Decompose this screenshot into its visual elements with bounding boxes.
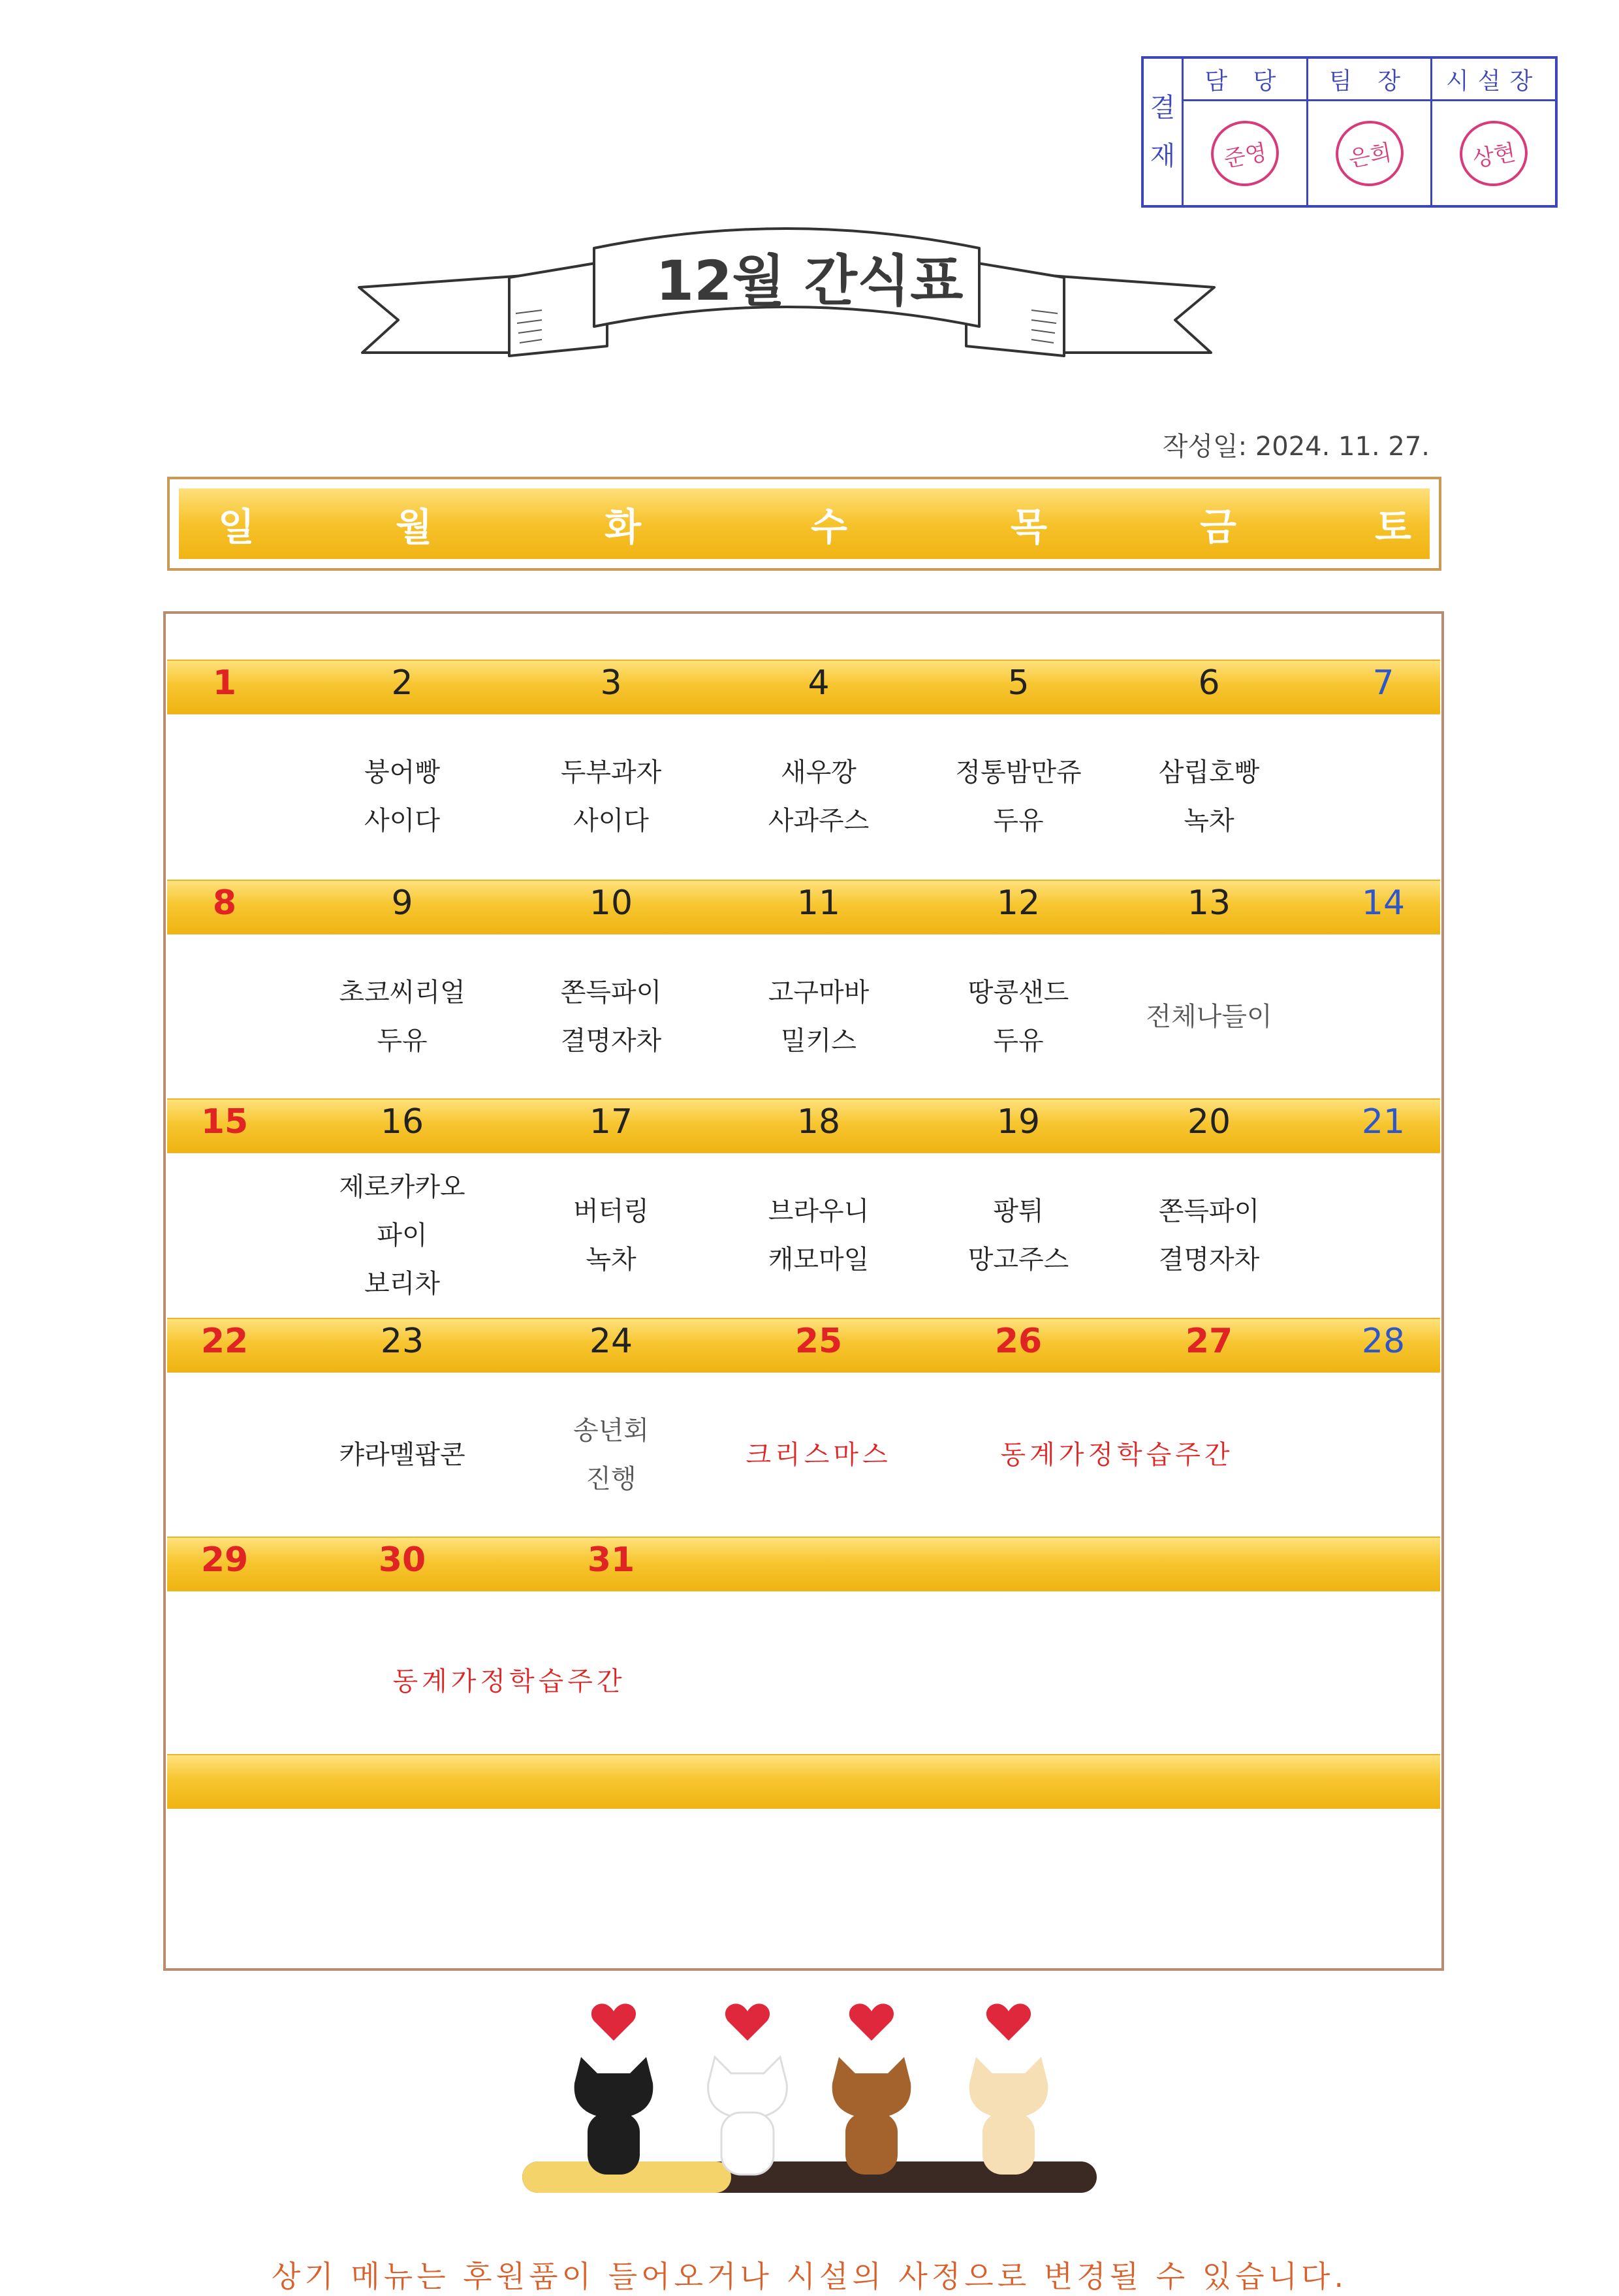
snack-item: 캐모마일	[768, 1245, 870, 1275]
snack-item: 녹차	[586, 1245, 637, 1275]
snack-item: 사이다	[573, 806, 649, 836]
day-number: 28	[1361, 1322, 1406, 1361]
weekday-label: 일	[217, 505, 255, 549]
date-strip	[167, 1754, 1440, 1809]
day-number: 23	[380, 1322, 424, 1361]
snack-item: 버터링	[573, 1196, 649, 1226]
approval-column-director	[1432, 59, 1555, 205]
snack-cell	[768, 748, 870, 845]
snack-item: 밀키스	[781, 1026, 857, 1056]
snack-cell	[339, 968, 465, 1065]
seal-stamp: 상현	[1454, 115, 1533, 191]
snack-item: 쫀득파이	[560, 978, 662, 1008]
created-date: 작성일: 2024. 11. 27.	[1162, 432, 1430, 462]
day-number: 17	[589, 1102, 633, 1141]
snack-item: 크리스마스	[746, 1440, 892, 1470]
day-number: 4	[808, 663, 830, 703]
weekday-label: 금	[1199, 505, 1237, 549]
cats-illustration-icon	[516, 1985, 1103, 2207]
day-number: 16	[380, 1102, 424, 1141]
snack-cell	[968, 1187, 1069, 1284]
approval-side-char: 결	[1150, 93, 1176, 123]
vacation-notice: 동계가정학습주간	[392, 1666, 626, 1697]
snack-item: 캬라멜팝콘	[339, 1440, 465, 1470]
day-number: 8	[212, 884, 237, 923]
snack-item: 쫀득파이	[1158, 1196, 1260, 1226]
day-number: 29	[200, 1540, 249, 1580]
day-number: 30	[378, 1540, 426, 1580]
day-number: 19	[996, 1102, 1041, 1141]
day-number: 20	[1187, 1102, 1231, 1141]
day-number: 26	[994, 1322, 1043, 1361]
day-number: 27	[1185, 1322, 1233, 1361]
day-number: 11	[796, 884, 841, 923]
snack-item: 삼립호빵	[1158, 757, 1260, 788]
weekday-label: 토	[1374, 505, 1412, 549]
snack-item: 망고주스	[967, 1245, 1069, 1275]
weekday-label: 목	[1010, 505, 1048, 549]
day-number: 2	[391, 663, 413, 703]
snack-cell	[746, 1431, 891, 1479]
day-number: 25	[794, 1322, 843, 1361]
snack-cell	[968, 968, 1069, 1065]
heart-icons	[591, 2003, 1031, 2041]
approval-header: 담 당	[1184, 59, 1306, 101]
day-number: 15	[200, 1102, 249, 1141]
weekday-label: 수	[810, 505, 848, 549]
snack-cell	[339, 1163, 465, 1308]
snack-item: 결명자차	[560, 1026, 662, 1056]
snack-item: 사과주스	[768, 806, 870, 836]
seal-stamp: 준영	[1206, 115, 1284, 191]
snack-cell	[573, 1187, 649, 1284]
weekday-label: 월	[395, 505, 433, 549]
snack-item: 사이다	[364, 806, 440, 836]
snack-item: 초코씨리얼	[339, 978, 465, 1008]
snack-item: 결명자차	[1158, 1245, 1260, 1275]
snack-item: 브라우니	[768, 1196, 870, 1226]
weekday-label: 화	[604, 505, 642, 549]
snack-item: 전체나들이	[1146, 1002, 1272, 1032]
snack-cell	[768, 1187, 870, 1284]
day-number: 22	[200, 1322, 249, 1361]
snack-item: 두부과자	[560, 757, 662, 788]
weekday-header-bar	[179, 488, 1430, 559]
snack-cell	[339, 1431, 465, 1479]
approval-side-label	[1144, 59, 1184, 205]
snack-cell	[955, 748, 1081, 845]
snack-cell	[1146, 993, 1272, 1041]
approval-header: 시설장	[1432, 59, 1555, 101]
snack-item: 녹차	[1184, 806, 1234, 836]
date-strip	[167, 660, 1440, 714]
approval-header: 팀 장	[1308, 59, 1431, 101]
snack-cell	[561, 748, 662, 845]
weekday-header	[167, 477, 1441, 571]
calendar-grid	[163, 611, 1444, 1971]
snack-item: 두유	[377, 1026, 428, 1056]
day-number: 12	[996, 884, 1041, 923]
snack-item: 보리차	[364, 1269, 440, 1299]
snack-item: 두유	[993, 1026, 1044, 1056]
footer-note: 상기 메뉴는 후원품이 들어오거나 시설의 사정으로 변경될 수 있습니다.	[271, 2259, 1348, 2294]
day-number: 6	[1198, 663, 1220, 703]
day-number: 3	[600, 663, 622, 703]
snack-cell	[573, 1407, 649, 1503]
vacation-notice: 동계가정학습주간	[1000, 1440, 1234, 1470]
day-number: 21	[1361, 1102, 1406, 1141]
day-number: 24	[589, 1322, 633, 1361]
day-number: 9	[391, 884, 413, 923]
day-number: 7	[1372, 663, 1394, 703]
seal-stamp: 은희	[1330, 115, 1409, 191]
snack-cell	[768, 968, 870, 1065]
snack-item: 진행	[586, 1464, 637, 1494]
snack-item: 팡튀	[993, 1196, 1044, 1226]
snack-item: 두유	[993, 806, 1044, 836]
snack-item: 송년회	[573, 1416, 649, 1446]
snack-item: 정통밤만쥬	[955, 757, 1082, 788]
date-strip	[167, 1537, 1440, 1591]
snack-item: 땅콩샌드	[967, 978, 1069, 1008]
day-number: 10	[589, 884, 633, 923]
snack-item: 붕어빵	[364, 757, 440, 788]
day-number: 31	[587, 1540, 635, 1580]
day-number: 1	[212, 663, 237, 703]
approval-box	[1141, 56, 1558, 208]
snack-cell	[561, 968, 662, 1065]
snack-item: 제로카카오	[339, 1172, 465, 1202]
day-number: 13	[1187, 884, 1231, 923]
day-number: 5	[1007, 663, 1030, 703]
approval-column-team-leader	[1308, 59, 1433, 205]
snack-item: 고구마바	[768, 978, 870, 1008]
snack-cell	[1159, 748, 1260, 845]
approval-side-char: 재	[1150, 141, 1176, 171]
day-number: 18	[796, 1102, 841, 1141]
approval-column-staff	[1184, 59, 1308, 205]
page-title: 12월 간식표	[655, 248, 964, 313]
snack-item: 파이	[377, 1220, 428, 1251]
snack-cell	[364, 748, 440, 845]
snack-item: 새우깡	[781, 757, 857, 788]
snack-cell	[1159, 1187, 1260, 1284]
day-number: 14	[1361, 884, 1406, 923]
